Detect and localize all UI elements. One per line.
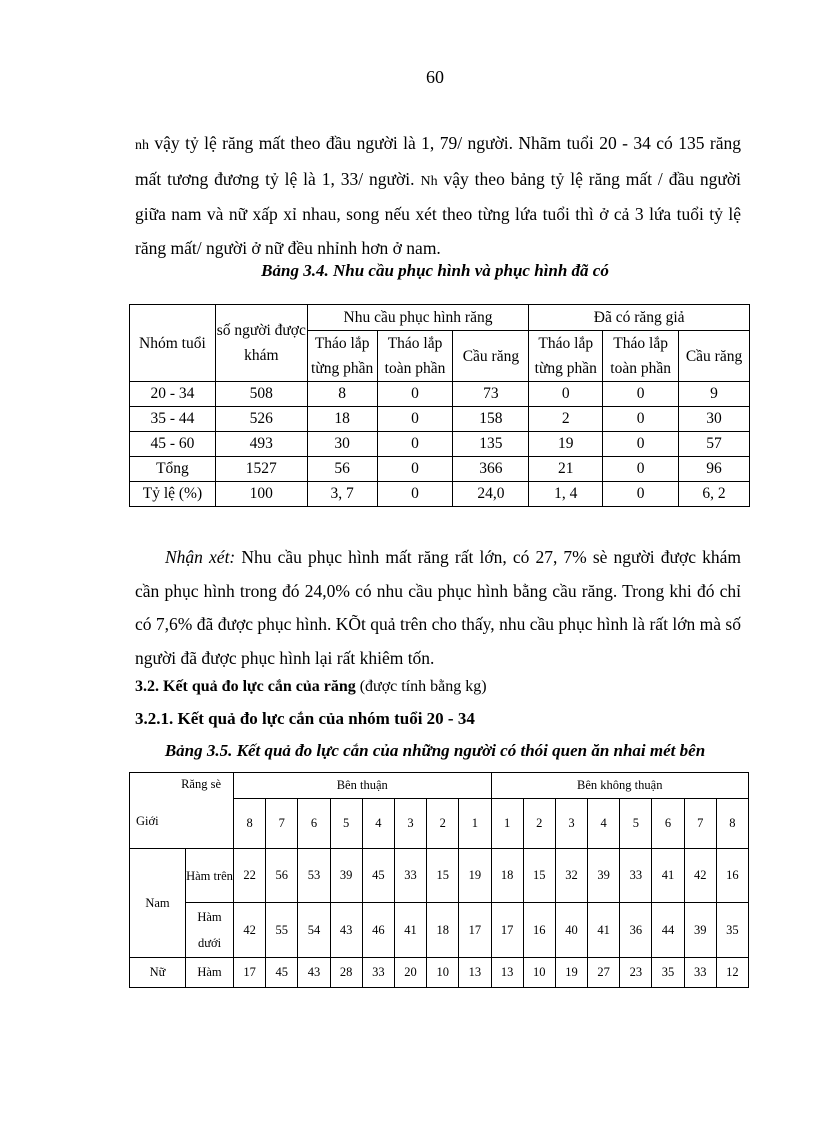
section-heading-rest: (được tính bằng kg) (355, 678, 487, 695)
table-cell: 39 (330, 849, 362, 903)
table-cell: 493 (215, 432, 307, 457)
header-need-group: Nhu cầu phục hình răng (307, 305, 529, 331)
table-cell: 6, 2 (679, 482, 750, 507)
table-cell: 57 (679, 432, 750, 457)
page-number: 60 (426, 67, 444, 87)
tooth-number-header: 1 (491, 799, 523, 849)
table-cell: 45 (362, 849, 394, 903)
tooth-number-header: 6 (652, 799, 684, 849)
jaw-label: Hàm (186, 958, 234, 988)
tooth-number-header: 2 (523, 799, 555, 849)
table-cell: 19 (555, 958, 587, 988)
header-side-right: Bên không thuận (491, 773, 749, 799)
table-cell: 96 (679, 457, 750, 482)
header-have-group: Đã có răng giả (529, 305, 750, 331)
table-cell: 20 - 34 (130, 382, 216, 407)
table-cell: 13 (459, 958, 491, 988)
table-cell: 21 (529, 457, 603, 482)
table-cell: 0 (603, 457, 679, 482)
header-age-group: Nhóm tuổi (130, 305, 216, 382)
table-cell: 0 (603, 432, 679, 457)
text-fragment: vậy tỷ lệ răng mất theo đầu người là 1, 79/ người. Nhãm tuổi 20 - 34 có 135 răng mất tương đương tỷ lệ là 1, 33/ người. (135, 133, 741, 189)
table-cell: Tổng (130, 457, 216, 482)
paragraph-remark (135, 541, 741, 675)
table-cell: 135 (453, 432, 529, 457)
table-cell: 15 (427, 849, 459, 903)
jaw-upper: Hàm trên (186, 849, 234, 903)
tooth-number-header: 5 (330, 799, 362, 849)
table-cell: 18 (427, 903, 459, 958)
table-row (130, 958, 749, 988)
table-cell: 17 (234, 958, 266, 988)
table-cell: 526 (215, 407, 307, 432)
table-cell: 36 (620, 903, 652, 958)
tooth-number-header: 4 (588, 799, 620, 849)
table-prosthesis-needs (129, 304, 750, 507)
table-cell: 19 (529, 432, 603, 457)
table-row (130, 432, 750, 457)
table-cell: 39 (684, 903, 716, 958)
table-cell: 17 (459, 903, 491, 958)
table-cell: 40 (555, 903, 587, 958)
table-row (130, 382, 750, 407)
table-cell: 0 (377, 382, 453, 407)
table-caption-3-5: Bảng 3.5. Kết quả đo lực cắn của những người có thói quen ăn nhai mét bên (164, 741, 706, 760)
table-cell: 30 (307, 432, 377, 457)
tooth-number-header: 8 (716, 799, 748, 849)
table-cell: 39 (588, 849, 620, 903)
table-cell: 56 (266, 849, 298, 903)
text-fragment: vậy theo bảng tỷ lệ răng mất / đầu người giữa nam và nữ xấp xỉ nhau, song nếu xét theo từng lứa tuổi thì ở cả 3 lứa tuổi tỷ lệ răng mất/ người ở nữ đều nhỉnh hơn ở nam. (135, 168, 741, 258)
tooth-number-header: 3 (555, 799, 587, 849)
table-cell: 46 (362, 903, 394, 958)
table-cell: 33 (362, 958, 394, 988)
table-cell: 0 (529, 382, 603, 407)
corner-top-label: Răng sè (181, 777, 221, 791)
table-cell: 54 (298, 903, 330, 958)
table-cell: 33 (394, 849, 426, 903)
tooth-number-header: 7 (266, 799, 298, 849)
table-cell: 73 (453, 382, 529, 407)
section-heading-bold: 3.2. Kết quả đo lực cắn của răng (135, 678, 356, 695)
table-cell: 33 (620, 849, 652, 903)
table-cell: 0 (377, 457, 453, 482)
table-cell: 0 (603, 407, 679, 432)
table-cell: 10 (523, 958, 555, 988)
table-cell: 16 (716, 849, 748, 903)
section-heading-3-2 (135, 678, 487, 696)
gender-male: Nam (130, 849, 186, 958)
table-cell: 0 (603, 482, 679, 507)
header-bridge: Cầu răng (679, 331, 750, 382)
table-cell: 13 (491, 958, 523, 988)
table-cell: 366 (453, 457, 529, 482)
table-cell: 1, 4 (529, 482, 603, 507)
text-fragment: nh (135, 138, 149, 153)
table-cell: 33 (684, 958, 716, 988)
table-row (130, 482, 750, 507)
header-partial: Tháo lắp từng phần (529, 331, 603, 382)
header-full: Tháo lắp toàn phần (377, 331, 453, 382)
header-bridge: Cầu răng (453, 331, 529, 382)
jaw-lower: Hàm dưới (186, 903, 234, 958)
table-cell: 42 (234, 903, 266, 958)
tooth-number-header: 2 (427, 799, 459, 849)
table-cell: 41 (588, 903, 620, 958)
tooth-number-header: 8 (234, 799, 266, 849)
table-cell: 32 (555, 849, 587, 903)
table-cell: 43 (298, 958, 330, 988)
table-cell: 35 - 44 (130, 407, 216, 432)
table-cell: 0 (603, 382, 679, 407)
table-cell: 42 (684, 849, 716, 903)
table-cell: 23 (620, 958, 652, 988)
table-cell: 0 (377, 407, 453, 432)
table-cell: 28 (330, 958, 362, 988)
table-row (130, 407, 750, 432)
table-row (130, 849, 749, 903)
table-cell: 1527 (215, 457, 307, 482)
table-cell: 508 (215, 382, 307, 407)
table-cell: 53 (298, 849, 330, 903)
table-row (130, 457, 750, 482)
table-cell: 55 (266, 903, 298, 958)
table-cell: 0 (377, 482, 453, 507)
corner-bottom-label: Giới (136, 814, 159, 828)
table-cell: 12 (716, 958, 748, 988)
table-cell: 17 (491, 903, 523, 958)
table-cell: 100 (215, 482, 307, 507)
section-heading-3-2-1: 3.2.1. Kết quả đo lực cắn của nhóm tuổi 20 - 34 (135, 709, 475, 728)
table-cell: 44 (652, 903, 684, 958)
header-partial: Tháo lắp từng phần (307, 331, 377, 382)
gender-female: Nữ (130, 958, 186, 988)
table-cell: 45 - 60 (130, 432, 216, 457)
header-examined: số người được khám (215, 305, 307, 382)
tooth-number-header: 1 (459, 799, 491, 849)
table-row (130, 903, 749, 958)
table-cell: 20 (394, 958, 426, 988)
table-cell: 19 (459, 849, 491, 903)
tooth-number-header: 4 (362, 799, 394, 849)
table-cell: 35 (716, 903, 748, 958)
table-cell: 56 (307, 457, 377, 482)
table-cell: 0 (377, 432, 453, 457)
table-cell: 41 (652, 849, 684, 903)
table-cell: 35 (652, 958, 684, 988)
tooth-number-header: 3 (394, 799, 426, 849)
paragraph-intro (135, 127, 741, 265)
table-cell: 43 (330, 903, 362, 958)
table-cell: 41 (394, 903, 426, 958)
text-fragment: Nh (420, 173, 438, 189)
table-cell: 8 (307, 382, 377, 407)
table-cell: 45 (266, 958, 298, 988)
table-cell: 27 (588, 958, 620, 988)
table-caption-3-4: Bảng 3.4. Nhu cầu phục hình và phục hình đã có (261, 261, 609, 280)
table-cell: 2 (529, 407, 603, 432)
table-cell: 30 (679, 407, 750, 432)
table-cell: 18 (307, 407, 377, 432)
table-cell: 22 (234, 849, 266, 903)
table-cell: 16 (523, 903, 555, 958)
remark-text: Nhu cầu phục hình mất răng rất lớn, có 27, 7% sè người được khám cần phục hình trong đó 24,0% có nhu cầu phục hình bằng cầu răng. Trong khi đó chỉ có 7,6% đã được phục hình. KÕt quả trên cho thấy, nhu cầu phục hình là rất lớn mà số người đã được phục hình lại rất khiêm tốn. (135, 547, 741, 668)
header-side-left: Bên thuận (234, 773, 492, 799)
table-cell: 18 (491, 849, 523, 903)
table-cell: 24,0 (453, 482, 529, 507)
table-corner-cell (130, 773, 234, 849)
table-cell: 10 (427, 958, 459, 988)
tooth-number-header: 7 (684, 799, 716, 849)
remark-label: Nhận xét: (165, 547, 236, 567)
table-bite-force (129, 772, 749, 988)
table-cell: 15 (523, 849, 555, 903)
tooth-number-header: 5 (620, 799, 652, 849)
table-cell: 3, 7 (307, 482, 377, 507)
tooth-number-header: 6 (298, 799, 330, 849)
table-cell: 9 (679, 382, 750, 407)
table-cell: 158 (453, 407, 529, 432)
header-full: Tháo lắp toàn phần (603, 331, 679, 382)
table-cell: Tỷ lệ (%) (130, 482, 216, 507)
